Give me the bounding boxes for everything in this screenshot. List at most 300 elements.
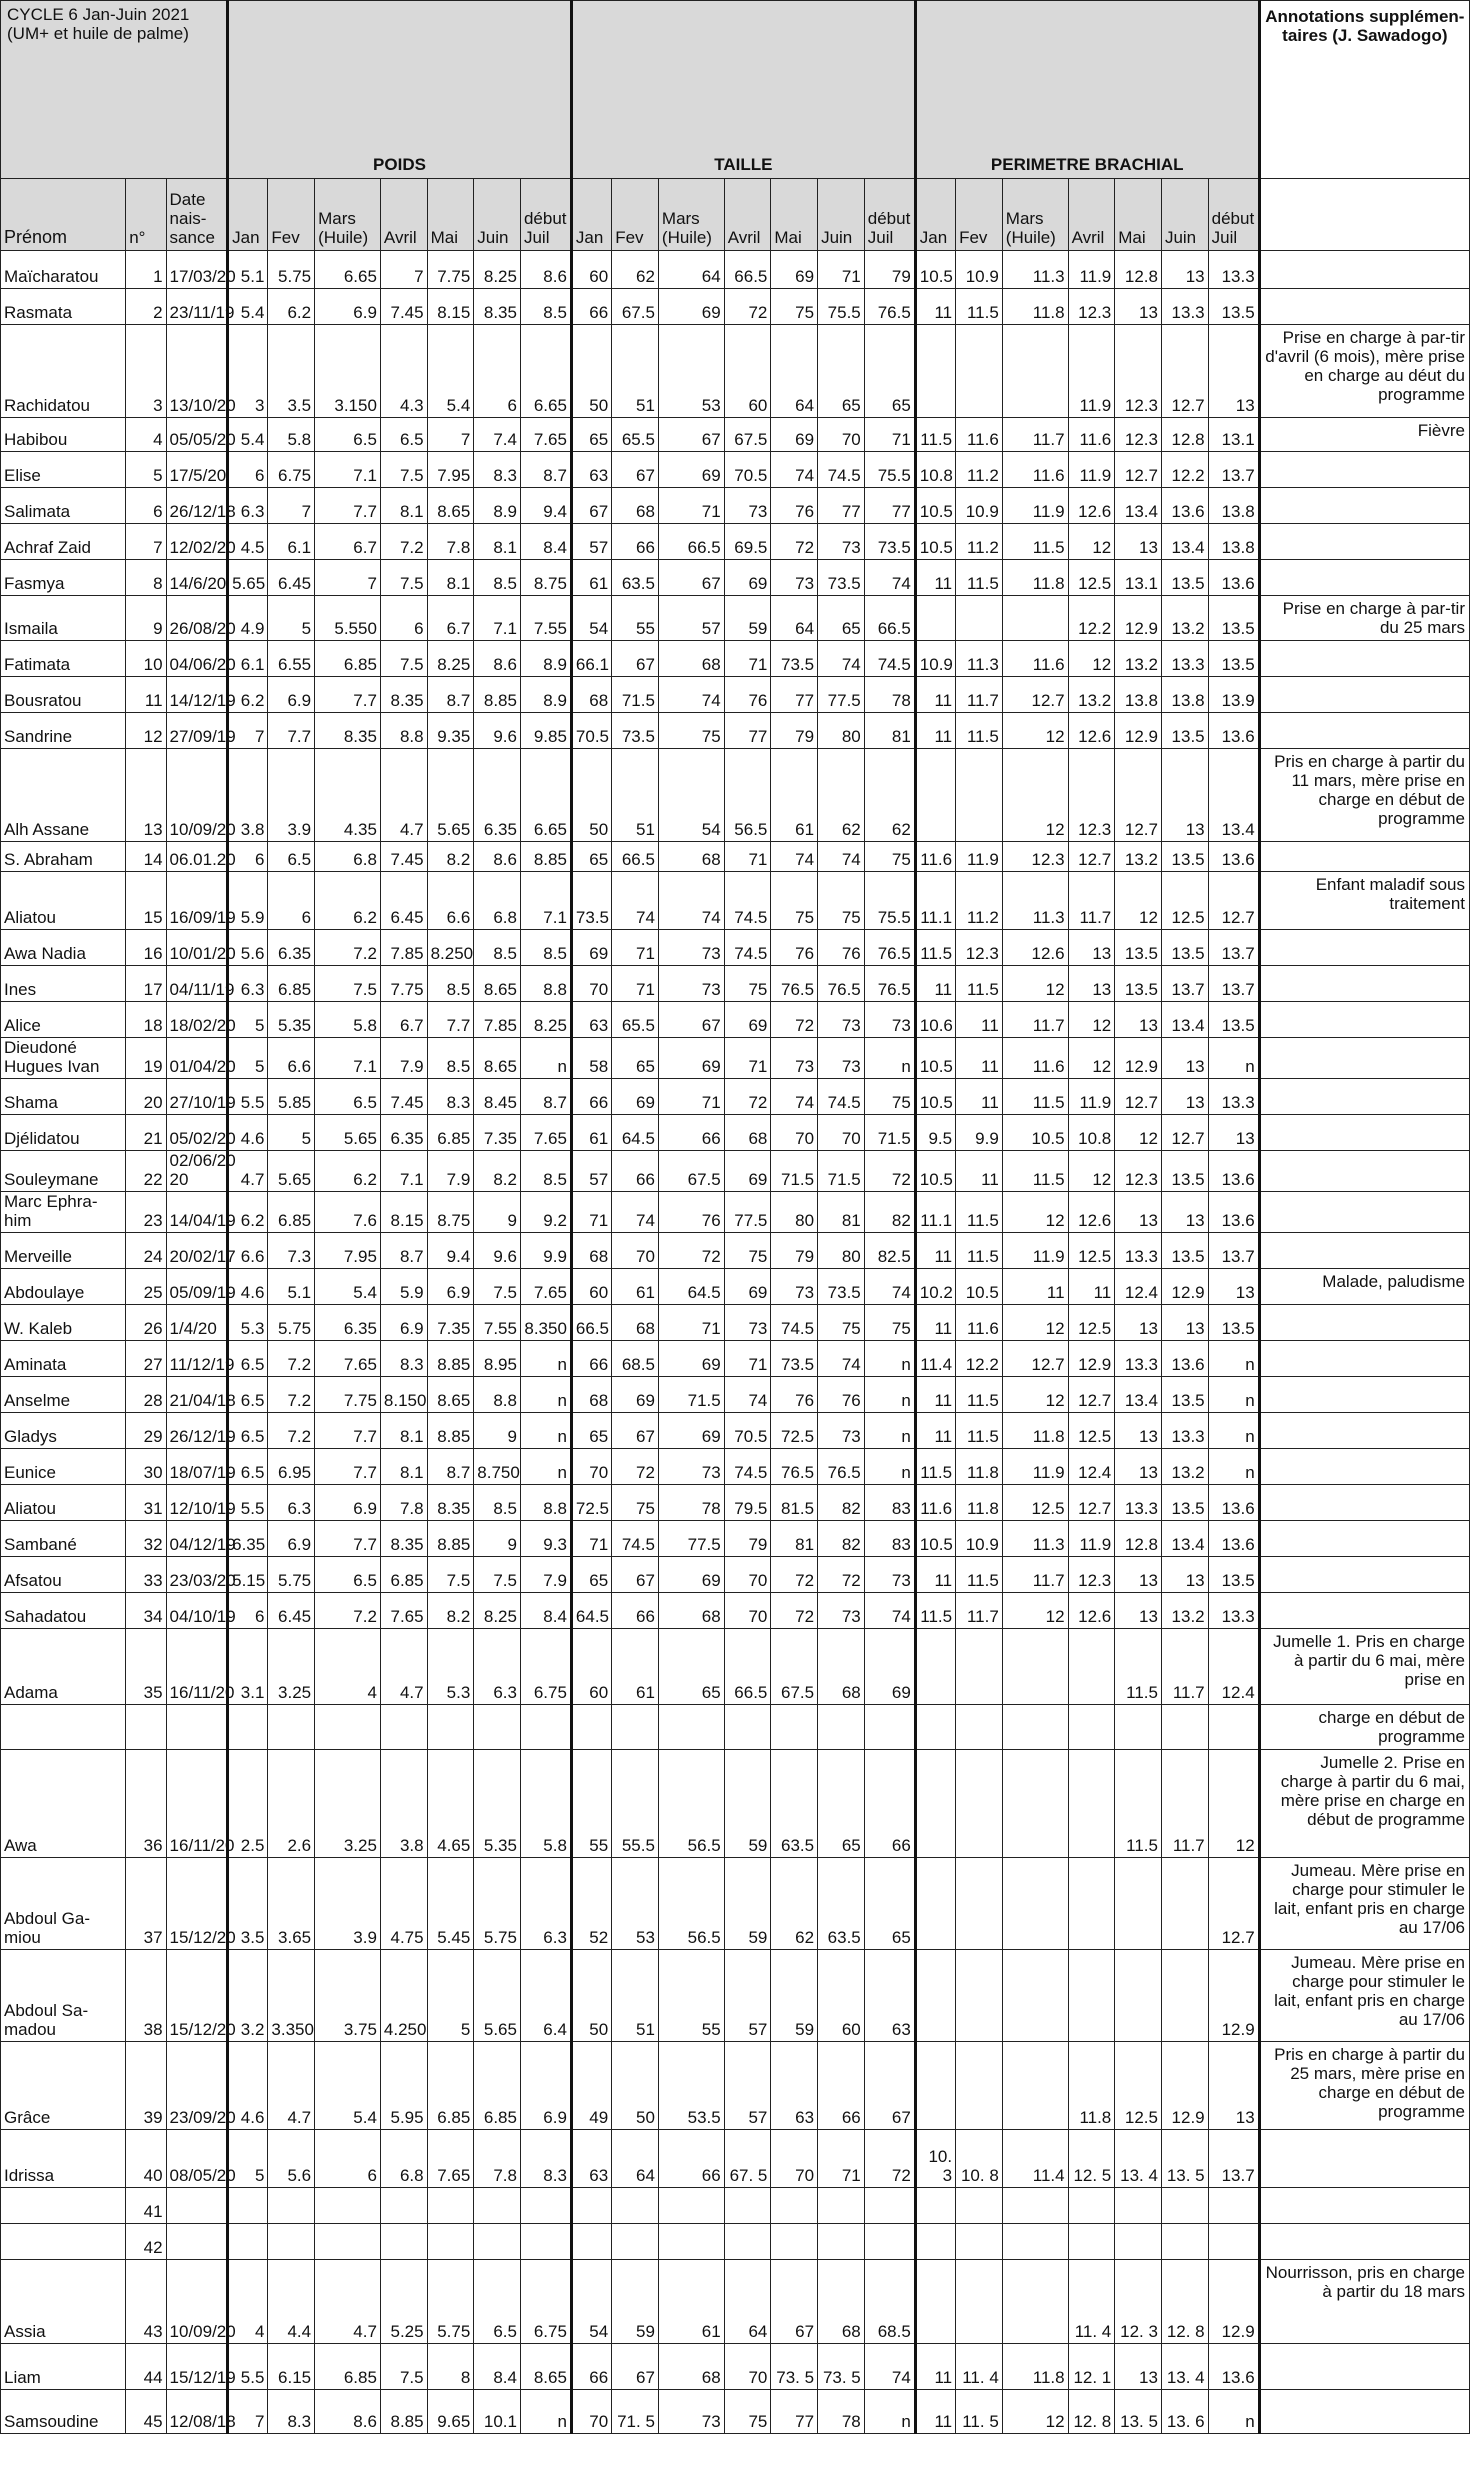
prenom-cell: Grâce	[1, 2042, 126, 2130]
poids-cell: 8.8	[520, 1485, 571, 1521]
pb-cell: 13.4	[1161, 1521, 1208, 1557]
taille-cell: 67.5	[724, 418, 771, 452]
pb-cell: 12.3	[956, 930, 1003, 966]
prenom-cell: Bousratou	[1, 677, 126, 713]
taille-cell: 70	[571, 1449, 611, 1485]
pb-cell: 13.8	[1115, 677, 1162, 713]
poids-cell: 6.5	[228, 1341, 268, 1377]
taille-cell	[612, 1705, 659, 1750]
poids-cell: 5.75	[268, 1305, 315, 1341]
taille-cell: 75	[724, 966, 771, 1002]
birthdate-cell: 18/02/20	[166, 1002, 228, 1038]
table-row	[1, 1750, 1470, 1858]
pb-cell: 11.5	[956, 560, 1003, 596]
taille-cell: 66.5	[658, 524, 724, 560]
annotation-cell	[1259, 966, 1469, 1002]
number-cell: 37	[126, 1858, 166, 1950]
pb-cell: 12.6	[1068, 1192, 1115, 1233]
pb-cell: 11.5	[1115, 1629, 1162, 1705]
poids-cell: 8.2	[427, 842, 474, 872]
number-cell: 17	[126, 966, 166, 1002]
number-cell: 27	[126, 1341, 166, 1377]
taille-cell	[612, 2188, 659, 2224]
group-taille: TAILLE	[571, 1, 915, 179]
column-header-poids-4: Mai	[427, 179, 474, 251]
taille-cell	[724, 2224, 771, 2260]
pb-cell: 13	[1115, 2344, 1162, 2390]
annotation-cell	[1259, 2344, 1469, 2390]
taille-cell: 55.5	[612, 1750, 659, 1858]
poids-cell: 5.1	[228, 251, 268, 289]
taille-cell	[818, 2188, 865, 2224]
poids-cell: 8.25	[520, 1002, 571, 1038]
poids-cell	[520, 2188, 571, 2224]
prenom-cell: Abdoulaye	[1, 1269, 126, 1305]
group-perimetre-brachial: PERIMETRE BRACHIAL	[915, 1, 1259, 179]
poids-cell: 6.35	[228, 1521, 268, 1557]
pb-cell	[956, 2042, 1003, 2130]
taille-cell: 65	[864, 1858, 915, 1950]
poids-cell: 8.7	[520, 452, 571, 488]
pb-cell	[956, 2260, 1003, 2344]
pb-cell: 11.3	[1002, 1521, 1068, 1557]
taille-cell: 74	[724, 1377, 771, 1413]
pb-cell: 12	[1002, 1377, 1068, 1413]
pb-cell	[956, 325, 1003, 418]
taille-cell: 70	[724, 1593, 771, 1629]
number-cell: 32	[126, 1521, 166, 1557]
birthdate-cell: 05/05/20	[166, 418, 228, 452]
annotation-cell	[1259, 1557, 1469, 1593]
taille-cell: 56.5	[724, 749, 771, 842]
pb-cell: 13	[1068, 930, 1115, 966]
poids-cell: 3.5	[268, 325, 315, 418]
taille-cell: 66.5	[724, 1629, 771, 1705]
pb-cell: 11.5	[915, 418, 955, 452]
pb-cell: 11.6	[915, 1485, 955, 1521]
poids-cell: 6.4	[520, 1950, 571, 2042]
poids-cell: 8.5	[520, 289, 571, 325]
taille-cell: 62	[864, 749, 915, 842]
taille-cell: n	[864, 1038, 915, 1079]
pb-cell: 11	[956, 1151, 1003, 1192]
poids-cell: 8.35	[427, 1485, 474, 1521]
poids-cell: 6.45	[268, 1593, 315, 1629]
poids-cell: 7.7	[315, 1449, 381, 1485]
poids-cell: 8.25	[474, 1593, 521, 1629]
poids-cell: 8.85	[427, 1341, 474, 1377]
pb-cell: 11	[915, 966, 955, 1002]
taille-cell: 57	[658, 596, 724, 641]
taille-cell: 76.5	[864, 966, 915, 1002]
pb-cell: 13.3	[1115, 1485, 1162, 1521]
pb-cell: 12.3	[1115, 1151, 1162, 1192]
pb-cell: 12.7	[1208, 1858, 1259, 1950]
pb-cell: 12.6	[1068, 488, 1115, 524]
poids-cell: 9	[474, 1413, 521, 1449]
annotation-cell: Jumelle 1. Pris en charge à partir du 6 mai, mère prise en	[1259, 1629, 1469, 1705]
column-header-poids-2: Mars (Huile)	[315, 179, 381, 251]
taille-cell: 54	[658, 749, 724, 842]
pb-cell: 12	[1002, 1305, 1068, 1341]
poids-cell: 8.6	[315, 2390, 381, 2434]
table-row	[1, 749, 1470, 842]
taille-cell: 74	[612, 872, 659, 930]
taille-cell: 73.5	[818, 1269, 865, 1305]
taille-cell: 75	[771, 289, 818, 325]
taille-cell: 64	[658, 251, 724, 289]
taille-cell: 69	[724, 1151, 771, 1192]
number-cell: 11	[126, 677, 166, 713]
column-header-taille-2: Mars (Huile)	[658, 179, 724, 251]
poids-cell: 6.9	[427, 1269, 474, 1305]
taille-cell: 63	[864, 1950, 915, 2042]
taille-cell: 77	[771, 677, 818, 713]
poids-cell: 4.5	[228, 524, 268, 560]
poids-cell: 9.65	[427, 2390, 474, 2434]
poids-cell: 3.25	[315, 1750, 381, 1858]
taille-cell	[724, 1705, 771, 1750]
poids-cell: 8	[427, 2344, 474, 2390]
poids-cell: 8.3	[520, 2130, 571, 2188]
taille-cell: 67. 5	[724, 2130, 771, 2188]
poids-cell: 8.65	[427, 1377, 474, 1413]
number-cell: 18	[126, 1002, 166, 1038]
taille-cell: 70	[571, 2390, 611, 2434]
pb-cell: 13.3	[1115, 1233, 1162, 1269]
taille-cell: 70	[818, 418, 865, 452]
column-header-poids-3: Avril	[380, 179, 427, 251]
pb-cell: 13.2	[1161, 596, 1208, 641]
taille-cell: 83	[864, 1485, 915, 1521]
pb-cell: 11	[915, 1557, 955, 1593]
poids-cell: 5.9	[228, 872, 268, 930]
poids-cell: 9.85	[520, 713, 571, 749]
number-cell: 13	[126, 749, 166, 842]
poids-cell: 5.75	[268, 1557, 315, 1593]
pb-cell	[915, 1629, 955, 1705]
birthdate-cell	[166, 2224, 228, 2260]
taille-cell	[864, 1705, 915, 1750]
poids-cell: 7.5	[380, 2344, 427, 2390]
pb-cell: 11.7	[1068, 872, 1115, 930]
prenom-cell: Abdoul Ga-miou	[1, 1858, 126, 1950]
poids-cell	[427, 2224, 474, 2260]
prenom-cell: Fasmya	[1, 560, 126, 596]
pb-cell: 12	[1068, 524, 1115, 560]
taille-cell: 65	[658, 1629, 724, 1705]
poids-cell: 6	[228, 452, 268, 488]
poids-cell: 8.6	[474, 641, 521, 677]
pb-cell: 12.9	[1161, 2042, 1208, 2130]
pb-cell: 12.7	[1115, 749, 1162, 842]
poids-cell: 8.25	[474, 251, 521, 289]
pb-cell	[1002, 2188, 1068, 2224]
column-header-pb-5: Juin	[1161, 179, 1208, 251]
prenom-cell: Djélidatou	[1, 1115, 126, 1151]
poids-cell: 5.65	[474, 1950, 521, 2042]
taille-cell: 74	[818, 641, 865, 677]
taille-cell: 73	[724, 488, 771, 524]
pb-cell: 13	[1161, 1038, 1208, 1079]
pb-cell: 12.7	[1161, 1115, 1208, 1151]
annotation-cell	[1259, 1115, 1469, 1151]
number-cell: 6	[126, 488, 166, 524]
pb-cell: 12.5	[1115, 2042, 1162, 2130]
poids-cell: 6.85	[474, 2042, 521, 2130]
poids-cell: 7.9	[520, 1557, 571, 1593]
poids-cell: 5.45	[427, 1858, 474, 1950]
pb-cell: 11.9	[1068, 1521, 1115, 1557]
taille-cell: 73	[771, 1038, 818, 1079]
table-row	[1, 1079, 1470, 1115]
table-title: CYCLE 6 Jan-Juin 2021 (UM+ et huile de palme)	[1, 1, 228, 179]
pb-cell: 11.9	[1068, 1079, 1115, 1115]
birthdate-cell: 11/12/19	[166, 1341, 228, 1377]
taille-cell: 74	[864, 560, 915, 596]
number-cell: 14	[126, 842, 166, 872]
birthdate-cell: 10/09/20	[166, 2260, 228, 2344]
taille-cell: 74	[864, 1593, 915, 1629]
poids-cell: 6.5	[228, 1413, 268, 1449]
taille-cell: 70	[612, 1233, 659, 1269]
pb-cell: 12.7	[1115, 1079, 1162, 1115]
pb-cell: 11.9	[1068, 452, 1115, 488]
pb-cell: 13.4	[1115, 488, 1162, 524]
number-cell: 34	[126, 1593, 166, 1629]
pb-cell	[1161, 1858, 1208, 1950]
poids-cell: 7.75	[427, 251, 474, 289]
pb-cell: 11.1	[915, 872, 955, 930]
pb-cell: 13	[1208, 325, 1259, 418]
taille-cell: 69	[658, 289, 724, 325]
pb-cell	[1068, 1858, 1115, 1950]
taille-cell: 57	[724, 1950, 771, 2042]
taille-cell: 73	[818, 1413, 865, 1449]
poids-cell: 5.4	[315, 2042, 381, 2130]
taille-cell: 75	[724, 1233, 771, 1269]
poids-cell: 2.5	[228, 1750, 268, 1858]
birthdate-cell: 01/04/20	[166, 1038, 228, 1079]
pb-cell: 11.7	[956, 1593, 1003, 1629]
pb-cell: 11.6	[956, 1305, 1003, 1341]
column-header-taille-0: Jan	[571, 179, 611, 251]
pb-cell: 13.6	[1208, 1192, 1259, 1233]
poids-cell: 6.8	[474, 872, 521, 930]
taille-cell: 64	[724, 2260, 771, 2344]
poids-cell: 7.65	[315, 1341, 381, 1377]
taille-cell: 71	[612, 930, 659, 966]
poids-cell: 8.1	[380, 488, 427, 524]
poids-cell: 7.4	[474, 418, 521, 452]
pb-cell: 12.6	[1068, 1593, 1115, 1629]
taille-cell: 65.5	[612, 1002, 659, 1038]
poids-cell: 6.3	[268, 1485, 315, 1521]
poids-cell: 3.9	[268, 749, 315, 842]
pb-cell: 10.9	[915, 641, 955, 677]
taille-cell: 66	[612, 524, 659, 560]
pb-cell	[956, 2224, 1003, 2260]
pb-cell: 11. 5	[956, 2390, 1003, 2434]
poids-cell: 7.95	[427, 452, 474, 488]
taille-cell: 66.5	[571, 1305, 611, 1341]
annotation-cell	[1259, 713, 1469, 749]
taille-cell: 79	[864, 251, 915, 289]
poids-cell: 8.1	[380, 1449, 427, 1485]
poids-cell: 6.75	[520, 1629, 571, 1705]
birthdate-cell: 12/10/19	[166, 1485, 228, 1521]
poids-cell: 6.85	[427, 1115, 474, 1151]
taille-cell: 72	[724, 289, 771, 325]
pb-cell: 10.5	[915, 251, 955, 289]
pb-cell	[956, 1750, 1003, 1858]
pb-cell: 12. 5	[1068, 2130, 1115, 2188]
poids-cell	[474, 2224, 521, 2260]
poids-cell: 6.75	[520, 2260, 571, 2344]
pb-cell: 11.2	[956, 452, 1003, 488]
pb-cell: 12. 1	[1068, 2344, 1115, 2390]
taille-cell: 50	[571, 749, 611, 842]
poids-cell: 5.8	[268, 418, 315, 452]
table-row	[1, 251, 1470, 289]
column-header-pb-4: Mai	[1115, 179, 1162, 251]
pb-cell: 13.3	[1161, 1413, 1208, 1449]
poids-cell: 4.250	[380, 1950, 427, 2042]
poids-cell: 4	[315, 1629, 381, 1705]
taille-cell: 75	[658, 713, 724, 749]
pb-cell: 12.5	[1002, 1485, 1068, 1521]
poids-cell: 7.65	[380, 1593, 427, 1629]
taille-cell: 75	[864, 1305, 915, 1341]
taille-cell: 73.5	[771, 641, 818, 677]
pb-cell: 12.2	[956, 1341, 1003, 1377]
annotation-cell: Pris en charge à partir du 25 mars, mère prise en charge en début de programme	[1259, 2042, 1469, 2130]
poids-cell: 7.7	[315, 1413, 381, 1449]
poids-cell: 8.3	[427, 1079, 474, 1115]
pb-cell: 12.4	[1068, 1449, 1115, 1485]
taille-cell: 66	[571, 289, 611, 325]
number-cell: 7	[126, 524, 166, 560]
pb-cell: 11.6	[956, 418, 1003, 452]
pb-cell: 11.8	[1002, 289, 1068, 325]
table-row	[1, 1115, 1470, 1151]
pb-cell: 13.2	[1161, 1449, 1208, 1485]
pb-cell: 11.1	[915, 1192, 955, 1233]
pb-cell: 11	[915, 1413, 955, 1449]
taille-cell: 72	[612, 1449, 659, 1485]
taille-cell	[658, 1705, 724, 1750]
taille-cell: 57	[724, 2042, 771, 2130]
table-row	[1, 1192, 1470, 1233]
poids-cell: 6.65	[520, 325, 571, 418]
birthdate-cell: 23/03/20	[166, 1557, 228, 1593]
annotation-cell	[1259, 842, 1469, 872]
birthdate-cell: 08/05/20	[166, 2130, 228, 2188]
pb-cell	[1115, 1950, 1162, 2042]
poids-cell: 9.9	[520, 1233, 571, 1269]
annotation-cell	[1259, 488, 1469, 524]
taille-cell: 69	[612, 1377, 659, 1413]
pb-cell	[1115, 2224, 1162, 2260]
pb-cell: 13.6	[1208, 560, 1259, 596]
taille-cell: 59	[612, 2260, 659, 2344]
pb-cell: n	[1208, 2390, 1259, 2434]
pb-cell: 13	[1115, 1593, 1162, 1629]
poids-cell: 6.1	[228, 641, 268, 677]
taille-cell: 74	[771, 452, 818, 488]
pb-cell: 13.7	[1208, 930, 1259, 966]
pb-cell: 12.9	[1068, 1341, 1115, 1377]
poids-cell: 7.8	[380, 1485, 427, 1521]
pb-cell: 12. 8	[1161, 2260, 1208, 2344]
pb-cell: 13. 6	[1161, 2390, 1208, 2434]
annotation-cell: Jumelle 2. Prise en charge à partir du 6 mai, mère prise en charge en début de programme	[1259, 1750, 1469, 1858]
annotation-cell	[1259, 1079, 1469, 1115]
pb-cell: 11.5	[1002, 524, 1068, 560]
table-row	[1, 2390, 1470, 2434]
taille-cell: 71	[658, 488, 724, 524]
birthdate-cell: 15/12/20	[166, 1858, 228, 1950]
taille-cell: 73	[818, 524, 865, 560]
taille-cell: 74.5	[724, 930, 771, 966]
birthdate-cell: 14/04/19	[166, 1192, 228, 1233]
pb-cell: 13.6	[1208, 2344, 1259, 2390]
poids-cell: 7	[228, 2390, 268, 2434]
pb-cell: 13.3	[1208, 251, 1259, 289]
birthdate-cell	[166, 1705, 228, 1750]
prenom-cell: Aminata	[1, 1341, 126, 1377]
poids-cell: 7.55	[474, 1305, 521, 1341]
poids-cell: 5.75	[268, 251, 315, 289]
birthdate-cell: 17/03/20	[166, 251, 228, 289]
poids-cell: 6.65	[520, 749, 571, 842]
pb-cell: 10.5	[915, 488, 955, 524]
taille-cell: 75	[771, 872, 818, 930]
number-cell: 24	[126, 1233, 166, 1269]
poids-cell: 5.65	[427, 749, 474, 842]
poids-cell: 5.15	[228, 1557, 268, 1593]
poids-cell: 7.5	[474, 1269, 521, 1305]
table-row	[1, 1521, 1470, 1557]
pb-cell: 12	[1002, 749, 1068, 842]
poids-cell	[380, 2188, 427, 2224]
number-cell: 19	[126, 1038, 166, 1079]
taille-cell: 79	[771, 713, 818, 749]
table-row	[1, 1341, 1470, 1377]
number-cell: 2	[126, 289, 166, 325]
poids-cell: 6.85	[268, 1192, 315, 1233]
poids-cell: 6.5	[380, 418, 427, 452]
annotation-cell	[1259, 2390, 1469, 2434]
number-cell: 8	[126, 560, 166, 596]
taille-cell: 53.5	[658, 2042, 724, 2130]
pb-cell	[956, 1629, 1003, 1705]
number-cell: 38	[126, 1950, 166, 2042]
pb-cell	[1068, 1750, 1115, 1858]
pb-cell: 12.4	[1115, 1269, 1162, 1305]
taille-cell: 57	[571, 524, 611, 560]
poids-cell: 6.35	[474, 749, 521, 842]
column-header-annotations	[1259, 179, 1469, 251]
number-cell: 9	[126, 596, 166, 641]
pb-cell: 13.5	[1161, 560, 1208, 596]
poids-cell: 5.3	[228, 1305, 268, 1341]
poids-cell: 5.4	[228, 418, 268, 452]
pb-cell: 11	[1068, 1269, 1115, 1305]
pb-cell	[1115, 1705, 1162, 1750]
pb-cell: 12.8	[1161, 418, 1208, 452]
poids-cell: 6.2	[268, 289, 315, 325]
